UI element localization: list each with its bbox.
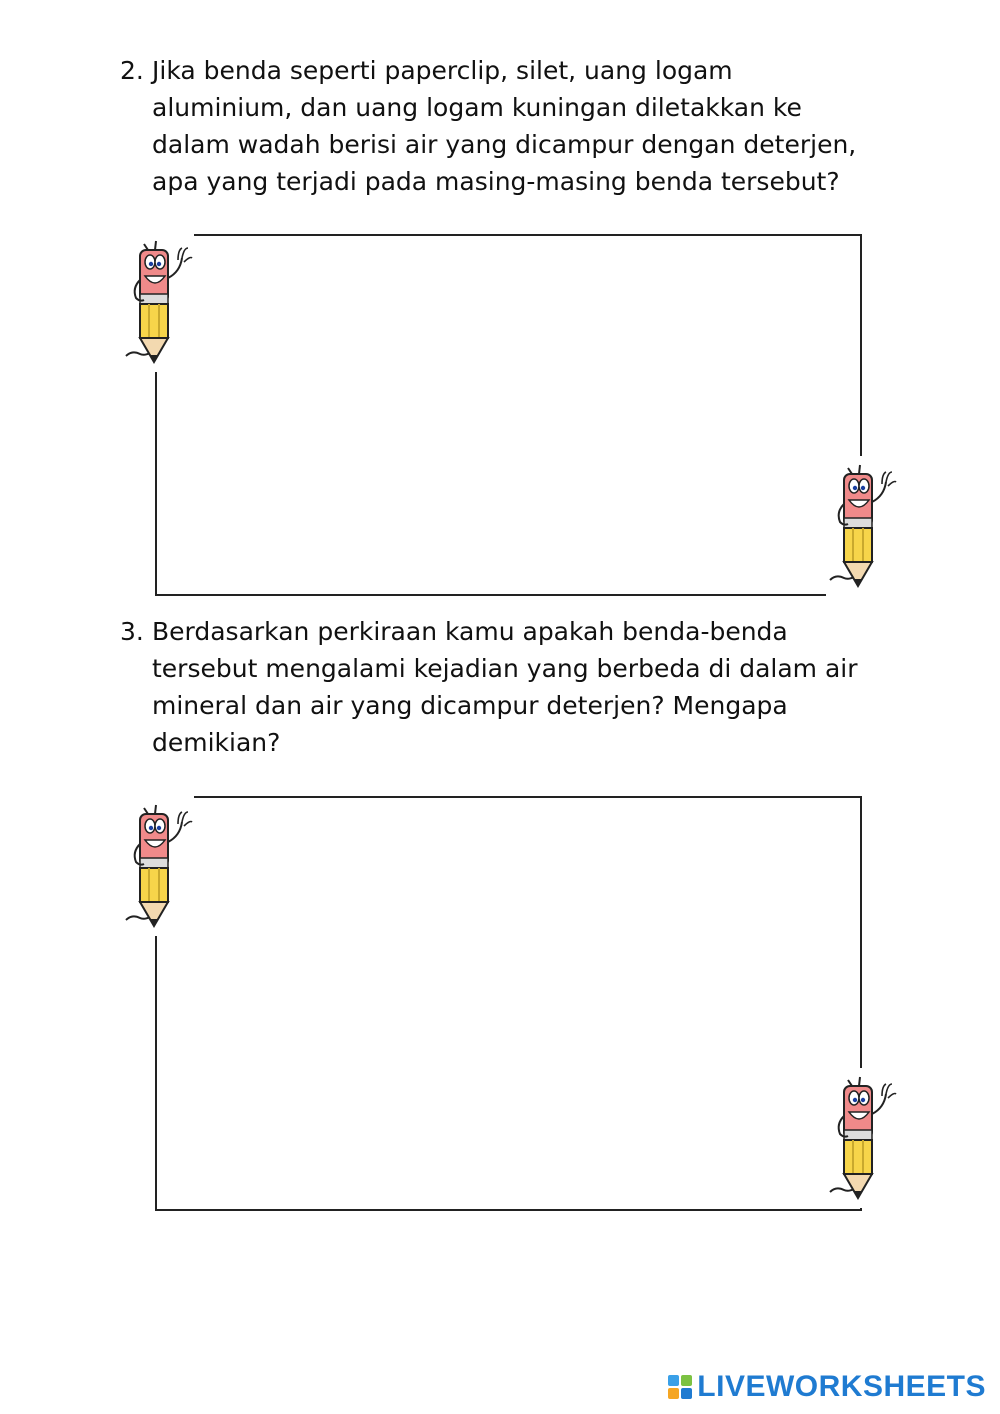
pencil-mascot-icon [826,1068,898,1208]
pencil-mascot-icon [122,796,194,936]
liveworksheets-logo-icon [667,1374,693,1400]
question-number: 3. [120,617,144,646]
question-text: Berdasarkan perkiraan kamu apakah benda-benda tersebut mengalami kejadian yang berbeda di dalam air mineral dan air yang dicampur deterjen? Mengapa demikian? [152,617,858,757]
question-2 [120,52,880,200]
answer-input-question-3[interactable] [217,828,800,1179]
answer-input-question-2[interactable] [217,266,800,564]
question-number: 2. [120,56,144,85]
question-3 [120,613,880,761]
answer-box-question-2 [155,234,862,596]
question-text: Jika benda seperti paperclip, silet, uang logam aluminium, dan uang logam kuningan diletakkan ke dalam wadah berisi air yang dicampur dengan deterjen, apa yang terjadi pada masing-masing benda tersebut? [152,56,857,196]
pencil-mascot-icon [826,456,898,596]
logo-text: LIVEWORKSHEETS [697,1370,986,1403]
answer-box-question-3 [155,796,862,1211]
liveworksheets-logo [667,1370,986,1404]
pencil-mascot-icon [122,232,194,372]
